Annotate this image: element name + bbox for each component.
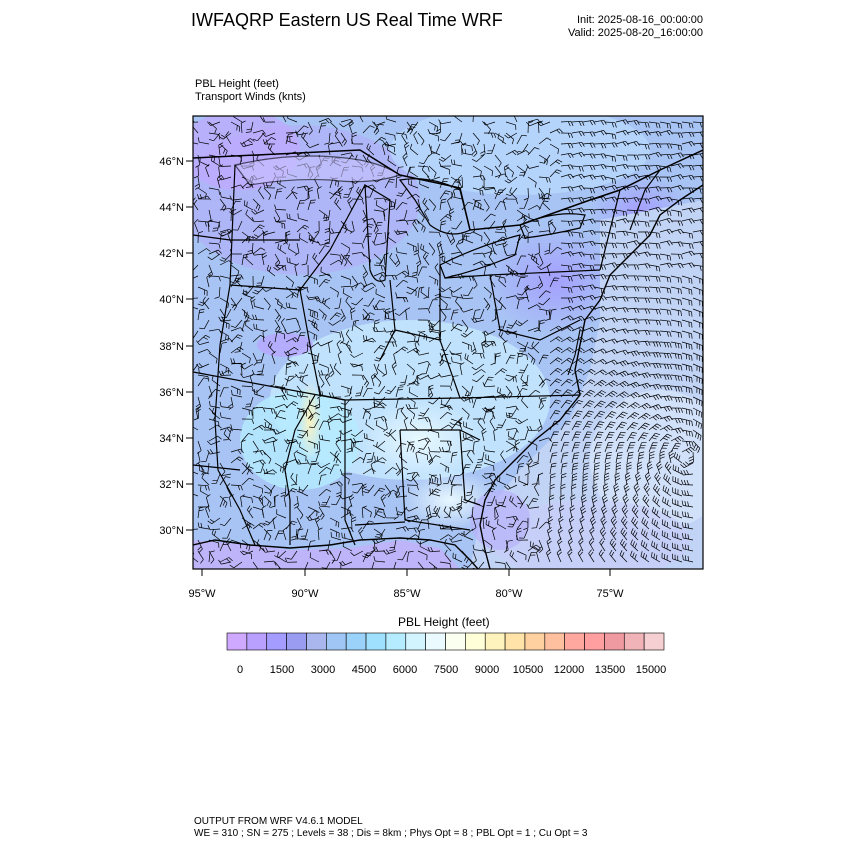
colorbar-box [346,633,366,650]
map-title: IWFAQRP Eastern US Real Time WRF [191,10,503,30]
colorbar-box [624,633,644,650]
colorbar-tick-label: 10500 [512,664,544,676]
colorbar-box [406,633,426,650]
colorbar-box [545,633,565,650]
valid-time: Valid: 2025-08-20_16:00:00 [568,27,703,39]
lat-label: 40°N [159,294,184,306]
footer-config: WE = 310 ; SN = 275 ; Levels = 38 ; Dis = 8km ; Phys Opt = 8 ; PBL Opt = 1 ; Cu Opt = 3 [194,828,588,839]
lat-label: 38°N [159,341,184,353]
init-time: Init: 2025-08-16_00:00:00 [577,14,703,26]
lat-label: 30°N [159,525,184,537]
colorbar-tick-label: 1500 [269,664,295,676]
colorbar-tick-label: 15000 [635,664,667,676]
lat-ticks [186,161,193,530]
lat-label: 42°N [159,248,184,260]
colorbar-box [525,633,545,650]
colorbar-box [505,633,525,650]
colorbar-box [227,633,247,650]
footer-model: OUTPUT FROM WRF V4.6.1 MODEL [194,816,363,827]
colorbar-tick-label: 7500 [433,664,459,676]
colorbar-box [585,633,605,650]
lon-label: 90°W [291,588,319,600]
colorbar-box [485,633,505,650]
lat-label: 34°N [159,433,184,445]
colorbar-title: PBL Height (feet) [398,615,490,629]
lon-label: 95°W [188,588,216,600]
colorbar-box [386,633,406,650]
colorbar-box [644,633,664,650]
colorbar-box [287,633,307,650]
colorbar [227,633,664,650]
colorbar-box [366,633,386,650]
colorbar-box [465,633,485,650]
colorbar-tick-label: 3000 [310,664,336,676]
field-label-pbl: PBL Height (feet) [195,78,279,90]
colorbar-ticks [237,664,666,676]
colorbar-box [426,633,446,650]
lat-label: 36°N [159,387,184,399]
lon-label: 80°W [495,588,523,600]
lon-labels [188,588,624,600]
lon-ticks [202,569,610,576]
colorbar-tick-label: 0 [236,664,244,676]
colorbar-tick-label: 12000 [553,664,585,676]
colorbar-box [267,633,287,650]
lat-label: 46°N [159,156,184,168]
lat-label: 32°N [159,479,184,491]
colorbar-tick-label: 4500 [351,664,377,676]
colorbar-box [604,633,624,650]
colorbar-box [247,633,267,650]
colorbar-box [565,633,585,650]
lon-label: 75°W [596,588,624,600]
lat-label: 44°N [159,202,184,214]
colorbar-tick-label: 9000 [474,664,500,676]
colorbar-box [306,633,326,650]
lon-label: 85°W [393,588,421,600]
field-label-winds: Transport Winds (knts) [195,91,306,103]
colorbar-tick-label: 6000 [392,664,418,676]
colorbar-box [326,633,346,650]
colorbar-box [446,633,466,650]
colorbar-tick-label: 13500 [594,664,626,676]
lat-labels [159,156,184,537]
